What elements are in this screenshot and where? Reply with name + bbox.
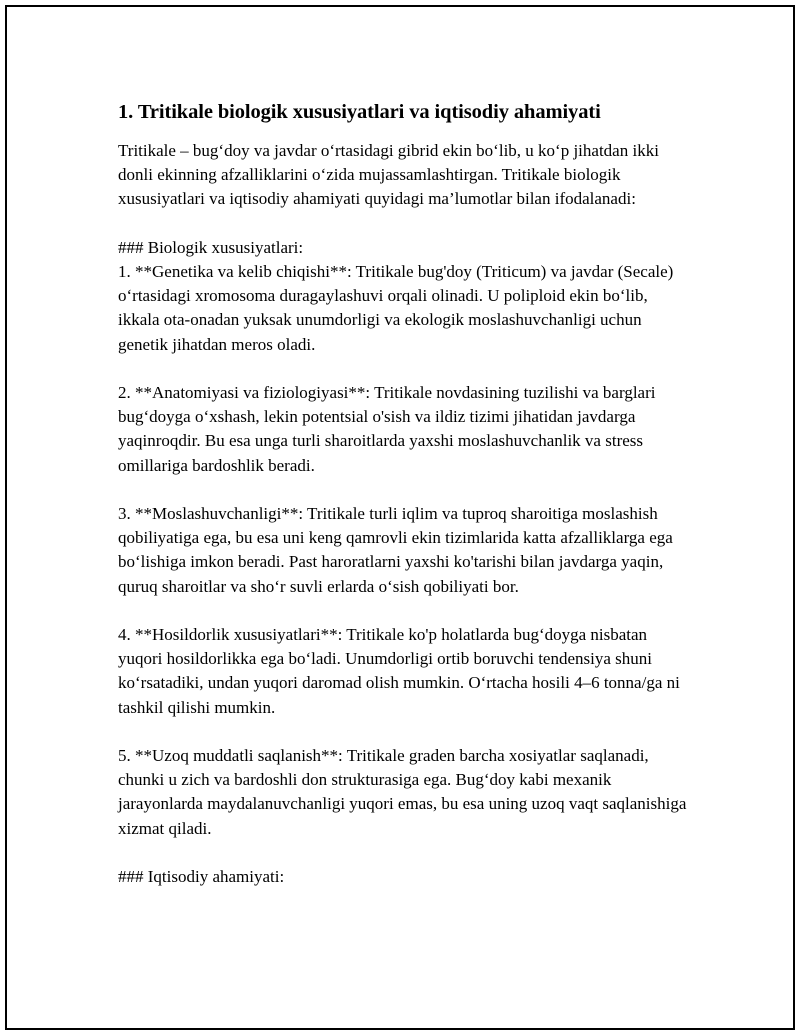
list-item: 1. **Genetika va kelib chiqishi**: Tritikale bug'doy (Triticum) va javdar (Secale) o‘rtasidagi xromosoma duragaylashuvi orqali olinadi. U poliploid ekin bo‘lib, ikkala ota-onadan yuksak unumdorligi va ekologik moslashuvchanligi uchun genetik jihatdan meros oladi. <box>118 262 674 354</box>
list-item: 2. **Anatomiyasi va fiziologiyasi**: Tritikale novdasining tuzilishi va barglari bug‘doyga o‘xshash, lekin potentsial o'sish va ildiz tizimi jihatidan javdarga yaqinroqdir. Bu esa unga turli sharoitlarda yaxshi moslashuvchanlik va stress omillariga bardoshlik beradi. <box>118 383 656 475</box>
section-heading-economic: ### Iqtisodiy ahamiyati: <box>118 867 285 886</box>
document-title: 1. Tritikale biologik xususiyatlari va iqtisodiy ahamiyati <box>118 101 601 123</box>
document-body <box>118 97 693 889</box>
list-item: 4. **Hosildorlik xususiyatlari**: Tritikale ko'p holatlarda bug‘doyga nisbatan yuqori hosildorlikka ega bo‘ladi. Unumdorligi ortib boruvchi tendensiya shuni ko‘rsatadiki, undan yuqori daromad olish mumkin. O‘rtacha hosili 4–6 tonna/ga ni tashkil qilishi mumkin. <box>118 625 680 717</box>
list-item: 5. **Uzoq muddatli saqlanish**: Tritikale graden barcha xosiyatlar saqlanadi, chunki u zich va bardoshli don strukturasiga ega. Bug‘doy kabi mexanik jarayonlarda maydalanuvchanligi yuqori emas, bu esa uning uzoq vaqt saqlanishiga xizmat qiladi. <box>118 746 687 838</box>
page-frame <box>5 5 795 1030</box>
section-heading-biological: ### Biologik xususiyatlari: <box>118 237 304 257</box>
intro-paragraph: Tritikale – bug‘doy va javdar o‘rtasidagi gibrid ekin bo‘lib, u ko‘p jihatdan ikki donli ekinning afzalliklarini o‘zida mujassamlashtirgan. Tritikale biologik xususiyatlari va iqtisodiy ahamiyati quyidagi ma’lumotlar bilan ifodalanadi: <box>118 141 659 209</box>
list-item: 3. **Moslashuvchanligi**: Tritikale turli iqlim va tuproq sharoitiga moslashish qobiliyatiga ega, bu esa uni keng qamrovli ekin tizimlarida katta afzalliklarga ega bo‘lishiga imkon beradi. Past haroratlarni yaxshi ko'tarishi bilan javdarga yaqin, quruq sharoitlar va sho‘r suvli erlarda o‘sish qobiliyati bor. <box>118 504 673 596</box>
